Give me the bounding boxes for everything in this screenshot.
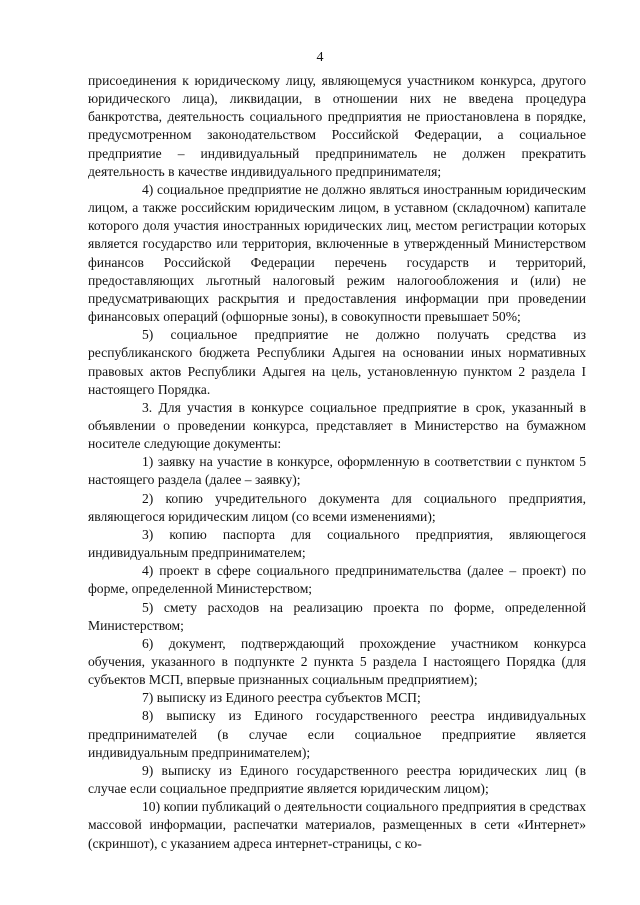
document-body: [88, 72, 586, 853]
document-list-item-4: 4) проект в сфере социального предпринимательства (далее – проект) по форме, определенной Министерством;: [88, 563, 586, 597]
paragraph-item-4: 4) социальное предприятие не должно являться иностранным юридическим лицом, а также российским юридическим лицом, в уставном (складочном) капитале которого доля участия иностранных юридических лиц, местом регистрации которых является государство или территория, включенные в утвержденный Министерством финансов Российской Федерации перечень государств и территорий, предоставляющих льготный налоговый режим налогообложения и (или) не предусматривающих раскрытия и предоставления информации при проведении финансовых операций (офшорные зоны), в совокупности превышает 50%;: [88, 181, 586, 325]
paragraph-item-5: 5) социальное предприятие не должно получать средства из республиканского бюджета Республики Адыгея на основании иных нормативных правовых актов Республики Адыгея на цель, установленную пунктом 2 раздела I настоящего Порядка.: [88, 327, 586, 397]
page-number: 4: [316, 50, 324, 65]
document-list-item-10: 10) копии публикаций о деятельности социального предприятия в средствах массовой информации, распечатки материалов, размещенных в сети «Интернет» (скриншот), с указанием адреса интернет-страницы, с ко-: [88, 799, 586, 851]
document-list-item-3: 3) копию паспорта для социального предприятия, являющегося индивидуальным предпринимателем;: [88, 526, 586, 561]
paragraph-continuation: присоединения к юридическому лицу, являющемуся участником конкурса, другого юридического лица), ликвидации, в отношении них не введена процедура банкротства, деятельность социального предприятия не приостановлена в порядке, предусмотренном законодательством Российской Федерации, а социальное предприятие – индивидуальный предприниматель не должен прекратить деятельность в качестве индивидуального предпринимателя;: [88, 73, 586, 179]
document-list-item-5: 5) смету расходов на реализацию проекта по форме, определенной Министерством;: [88, 599, 586, 633]
document-list-item-6: 6) документ, подтверждающий прохождение участником конкурса обучения, указанного в подпункте 2 пункта 5 раздела I настоящего Порядка (для субъектов МСП, впервые признанных социальным предприятием);: [88, 635, 586, 688]
document-list-item-2: 2) копию учредительного документа для социального предприятия, являющегося юридическим лицом (со всеми изменениями);: [88, 490, 586, 524]
document-list-item-9: 9) выписку из Единого государственного реестра юридических лиц (в случае если социальное предприятие является юридическим лицом);: [88, 762, 586, 797]
paragraph-section-3: 3. Для участия в конкурсе социальное предприятие в срок, указанный в объявлении о проведении конкурса, представляет в Министерство на бумажном носителе следующие документы:: [88, 399, 586, 452]
document-list-item-1: 1) заявку на участие в конкурсе, оформленную в соответствии с пунктом 5 настоящего раздела (далее – заявку);: [88, 454, 586, 488]
document-list-item-7: 7) выписку из Единого реестра субъектов МСП;: [142, 690, 421, 706]
document-list-item-8: 8) выписку из Единого государственного реестра индивидуальных предпринимателей (в случае если социальное предприятие является индивидуальным предпринимателем);: [88, 708, 586, 760]
